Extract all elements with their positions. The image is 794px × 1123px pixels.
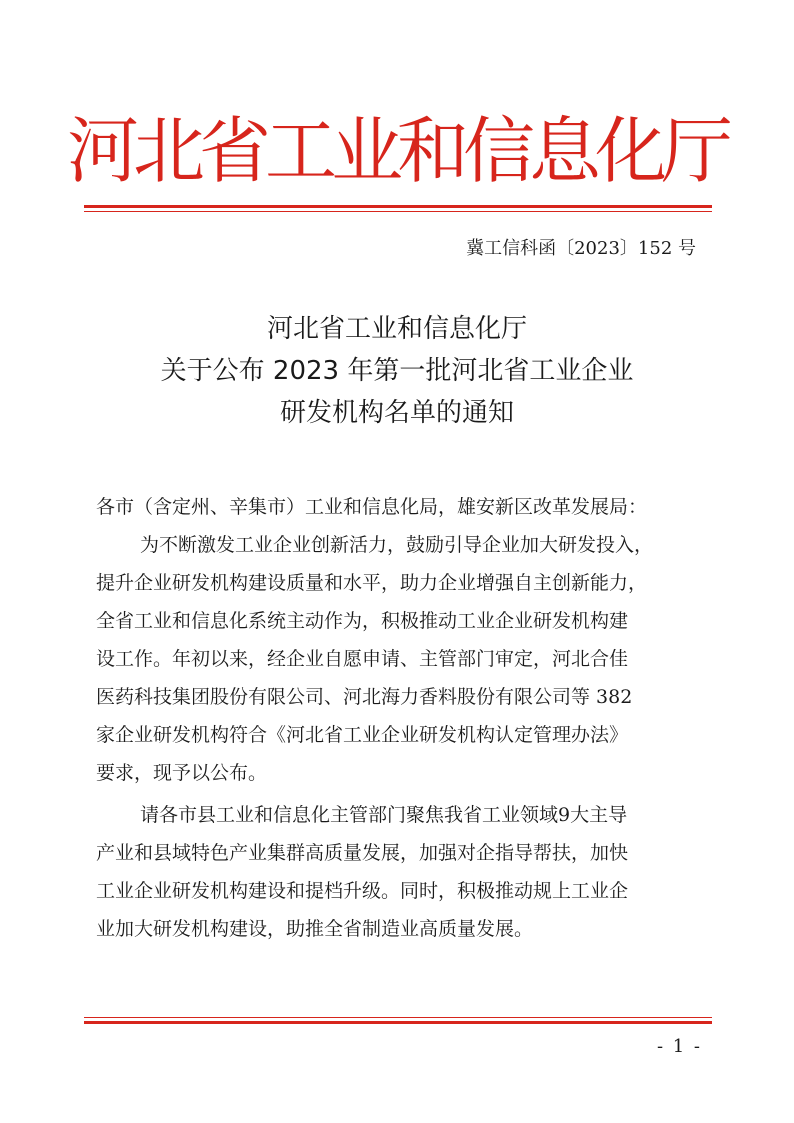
title-line: 研发机构名单的通知 [279, 398, 514, 428]
paragraph-line: 家企业研发机构符合《河北省工业企业研发机构认定管理办法》 [96, 724, 629, 746]
paragraph-line: 全省工业和信息化系统主动作为，积极推动工业企业研发机构建 [96, 610, 629, 632]
page-number: - 1 - [656, 1036, 702, 1057]
paragraph-line: 请各市县工业和信息化主管部门聚焦我省工业领域9大主导 [140, 804, 628, 826]
title-line: 河北省工业和信息化厅 [266, 314, 527, 344]
title-line: 关于公布 2023 年第一批河北省工业企业 [160, 356, 634, 386]
salutation: 各市（含定州、辛集市）工业和信息化局，雄安新区改革发展局： [96, 496, 648, 518]
header-divider-thin [84, 211, 712, 212]
footer-divider-thin [84, 1017, 712, 1018]
issuer-header: 河北省工业和信息化厅 [66, 109, 727, 193]
paragraph-line: 工业企业研发机构建设和提档升级。同时，积极推动规上工业企 [96, 880, 629, 902]
document-title [0, 308, 794, 434]
paragraph-line: 医药科技集团股份有限公司、河北海力香料股份有限公司等 382 [96, 686, 633, 708]
document-number: 冀工信科函〔2023〕152 号 [466, 238, 696, 259]
paragraph-line: 业加大研发机构建设，助推全省制造业高质量发展。 [96, 918, 534, 940]
paragraph-line: 要求，现予以公布。 [96, 762, 268, 784]
paragraph-line: 产业和县域特色产业集群高质量发展，加强对企指导帮扶，加快 [96, 842, 629, 864]
footer-divider-thick [84, 1021, 712, 1024]
paragraph-line: 设工作。年初以来，经企业自愿申请、主管部门审定，河北合佳 [96, 648, 629, 670]
document-body [96, 488, 706, 948]
paragraph-line: 为不断激发工业企业创新活力，鼓励引导企业加大研发投入， [140, 534, 654, 556]
paragraph-line: 提升企业研发机构建设质量和水平，助力企业增强自主创新能力， [96, 572, 648, 594]
header-divider-thick [84, 205, 712, 208]
